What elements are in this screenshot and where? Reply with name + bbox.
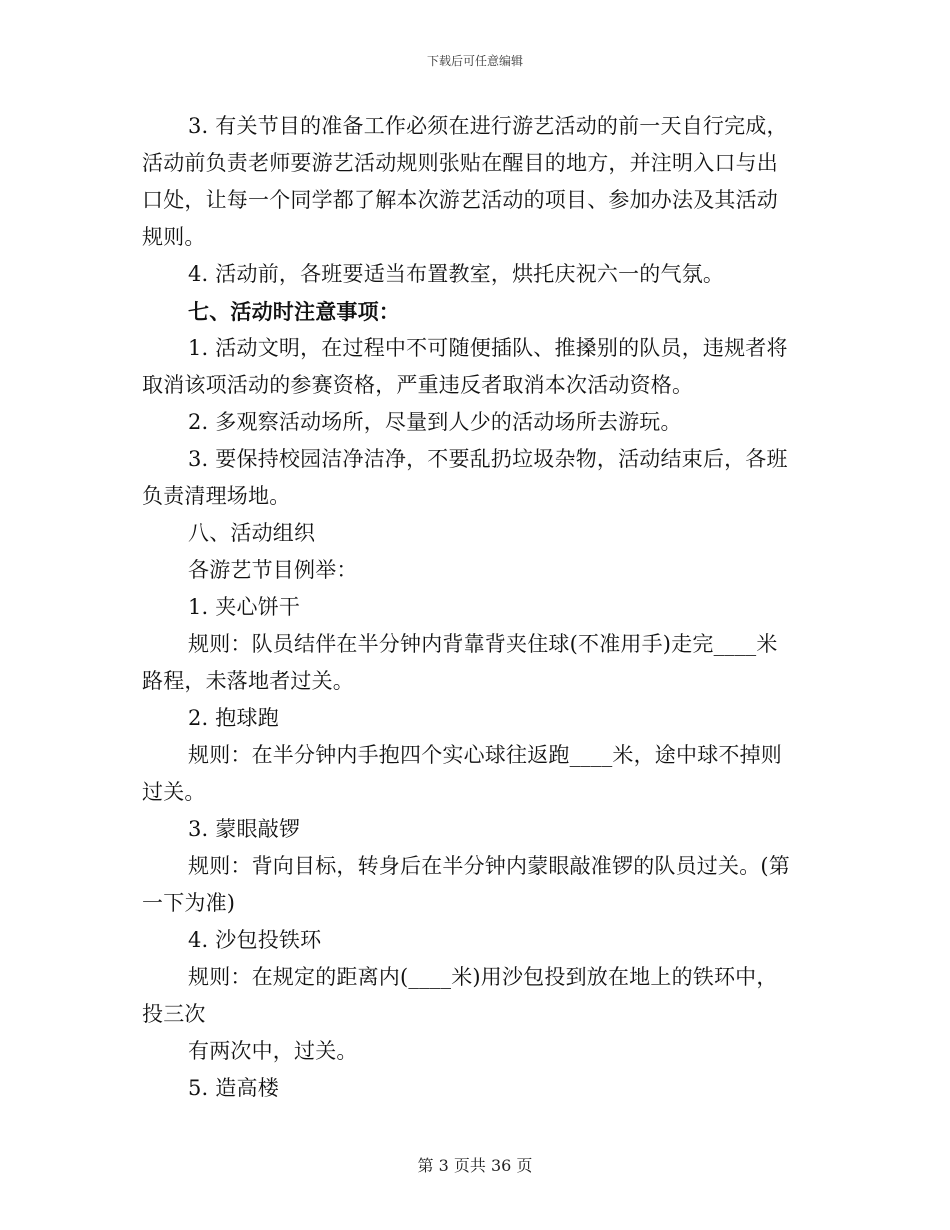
paragraph-line: 2. 多观察活动场所，尽量到人少的活动场所去游玩。: [188, 410, 682, 434]
paragraph-line: 一下为准): [142, 891, 236, 915]
item-title: 5. 造高楼: [188, 1076, 279, 1100]
paragraph-line: 3. 有关节目的准备工作必须在进行游艺活动的前一天自行完成，: [188, 114, 788, 138]
paragraph-line: 活动前负责老师要游艺活动规则张贴在醒目的地方，并注明入口与出: [142, 151, 778, 175]
section-heading: 八、活动组织: [188, 521, 316, 545]
paragraph-line: 规则：在半分钟内手抱四个实心球往返跑____米，途中球不掉则: [188, 743, 782, 767]
page-header: 下载后可任意编辑: [426, 54, 523, 68]
paragraph-line: 3. 要保持校园洁净洁净，不要乱扔垃圾杂物，活动结束后，各班: [188, 447, 788, 471]
item-title: 1. 夹心饼干: [188, 595, 301, 619]
paragraph-line: 口处，让每一个同学都了解本次游艺活动的项目、参加办法及其活动: [142, 188, 778, 212]
item-title: 4. 沙包投铁环: [188, 928, 322, 952]
section-heading: 七、活动时注意事项：: [188, 299, 400, 324]
paragraph-line: 取消该项活动的参赛资格，严重违反者取消本次活动资格。: [142, 373, 694, 397]
paragraph-line: 1. 活动文明，在过程中不可随便插队、推搡别的队员，违规者将: [188, 336, 788, 360]
paragraph-line: 过关。: [142, 780, 206, 804]
paragraph-line: 路程，未落地者过关。: [142, 669, 354, 693]
paragraph-line: 4. 活动前，各班要适当布置教室，烘托庆祝六一的气氛。: [188, 262, 725, 286]
document-body: [142, 108, 808, 1107]
paragraph-line: 各游艺节目例举：: [188, 558, 358, 582]
paragraph-line: 负责清理场地。: [142, 484, 291, 508]
paragraph-line: 规则：背向目标，转身后在半分钟内蒙眼敲准锣的队员过关。(第: [188, 854, 790, 878]
item-title: 3. 蒙眼敲锣: [188, 817, 301, 841]
paragraph-line: 规则：在规定的距离内(____米)用沙包投到放在地上的铁环中，: [188, 965, 778, 989]
paragraph-line: 规则。: [142, 225, 206, 249]
page-footer: 第 3 页共 36 页: [417, 1156, 533, 1175]
paragraph-line: 规则：队员结伴在半分钟内背靠背夹住球(不准用手)走完____米: [188, 632, 778, 656]
paragraph-line: 投三次: [142, 1002, 206, 1026]
paragraph-line: 有两次中，过关。: [188, 1039, 358, 1063]
item-title: 2. 抱球跑: [188, 706, 279, 730]
